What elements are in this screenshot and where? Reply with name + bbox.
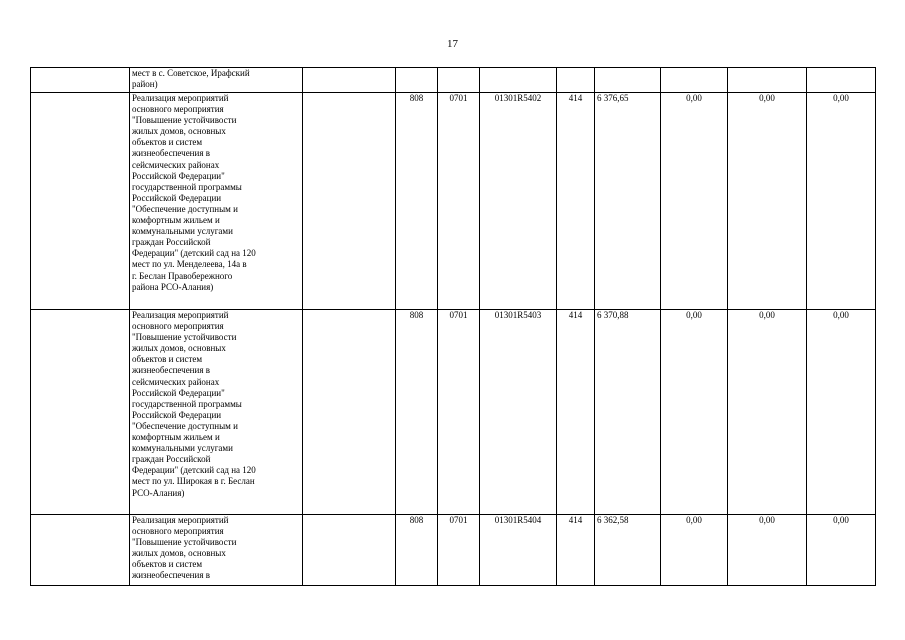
row-description-text: мест в с. Советское, Ирафский район) [132,68,250,90]
target-article [480,310,557,515]
expense-type [557,93,595,310]
gov-code [396,68,438,93]
target-article [480,68,557,93]
target-article [480,515,557,586]
row-description [130,515,303,586]
table-row [31,93,876,310]
target-article-text: 01301R5402 [494,93,542,103]
value-cell [728,515,807,586]
row-description [130,93,303,310]
value-cell [728,93,807,310]
row-description [130,68,303,93]
table-row [31,68,876,93]
section-code [438,310,480,515]
section-code-text: 0701 [449,515,468,525]
value-cell [807,68,876,93]
value-cell [661,515,728,586]
row-label-cell [31,515,130,586]
amount-cell [595,310,661,515]
section-code [438,515,480,586]
row-label-cell [31,310,130,515]
row-description-text: Реализация мероприятий основного мероприятия "Повышение устойчивости жилых домов, основных объектов и систем жизнеобеспечения в [132,515,237,581]
value-cell-text: 0,00 [759,515,775,525]
table-body [31,68,876,586]
value-cell [807,93,876,310]
value-cell-text: 0,00 [686,515,702,525]
value-cell-text: 0,00 [833,93,849,103]
expense-type-text: 414 [568,310,583,320]
value-cell [728,310,807,515]
spacer-cell [303,310,396,515]
amount-cell-text: 6 370,88 [597,310,629,320]
table-row [31,310,876,515]
gov-code-text: 808 [409,310,424,320]
budget-table [30,67,876,586]
value-cell-text: 0,00 [686,93,702,103]
section-code [438,68,480,93]
amount-cell [595,515,661,586]
row-description-text: Реализация мероприятий основного мероприятия "Повышение устойчивости жилых домов, основных объектов и систем жизнеобеспечения в сейсмических районах Российской Федерации" государственной программы Российской Федерации "Обеспечение доступным и комфортным жильем и коммунальными услугами граждан Российской Федерации" (детский сад на 120 мест по ул. Менделеева, 14а в г. Беслан Правобережного района РСО-Алания) [132,93,256,292]
gov-code-text: 808 [409,93,424,103]
row-label-cell [31,68,130,93]
value-cell-text: 0,00 [833,515,849,525]
value-cell [661,93,728,310]
table-row [31,515,876,586]
amount-cell-text: 6 376,65 [597,93,629,103]
expense-type [557,515,595,586]
amount-cell [595,68,661,93]
expense-type-text: 414 [568,515,583,525]
section-code-text: 0701 [449,93,468,103]
gov-code [396,310,438,515]
value-cell-text: 0,00 [833,310,849,320]
target-article-text: 01301R5404 [494,515,542,525]
target-article [480,93,557,310]
spacer-cell [303,68,396,93]
value-cell-text: 0,00 [759,93,775,103]
amount-cell [595,93,661,310]
row-description [130,310,303,515]
amount-cell-text: 6 362,58 [597,515,629,525]
gov-code [396,515,438,586]
target-article-text: 01301R5403 [494,310,542,320]
value-cell-text: 0,00 [759,310,775,320]
value-cell [661,68,728,93]
value-cell-text: 0,00 [686,310,702,320]
row-label-cell [31,93,130,310]
spacer-cell [303,515,396,586]
section-code-text: 0701 [449,310,468,320]
gov-code [396,93,438,310]
row-description-text: Реализация мероприятий основного мероприятия "Повышение устойчивости жилых домов, основных объектов и систем жизнеобеспечения в сейсмических районах Российской Федерации" государственной программы Российской Федерации "Обеспечение доступным и комфортным жильем и коммунальными услугами граждан Российской Федерации" (детский сад на 120 мест по ул. Широкая в г. Беслан РСО-Алания) [132,310,256,498]
expense-type [557,68,595,93]
expense-type-text: 414 [568,93,583,103]
value-cell [807,515,876,586]
value-cell [661,310,728,515]
page-number: 17 [447,38,458,50]
gov-code-text: 808 [409,515,424,525]
value-cell [728,68,807,93]
spacer-cell [303,93,396,310]
value-cell [807,310,876,515]
expense-type [557,310,595,515]
section-code [438,93,480,310]
